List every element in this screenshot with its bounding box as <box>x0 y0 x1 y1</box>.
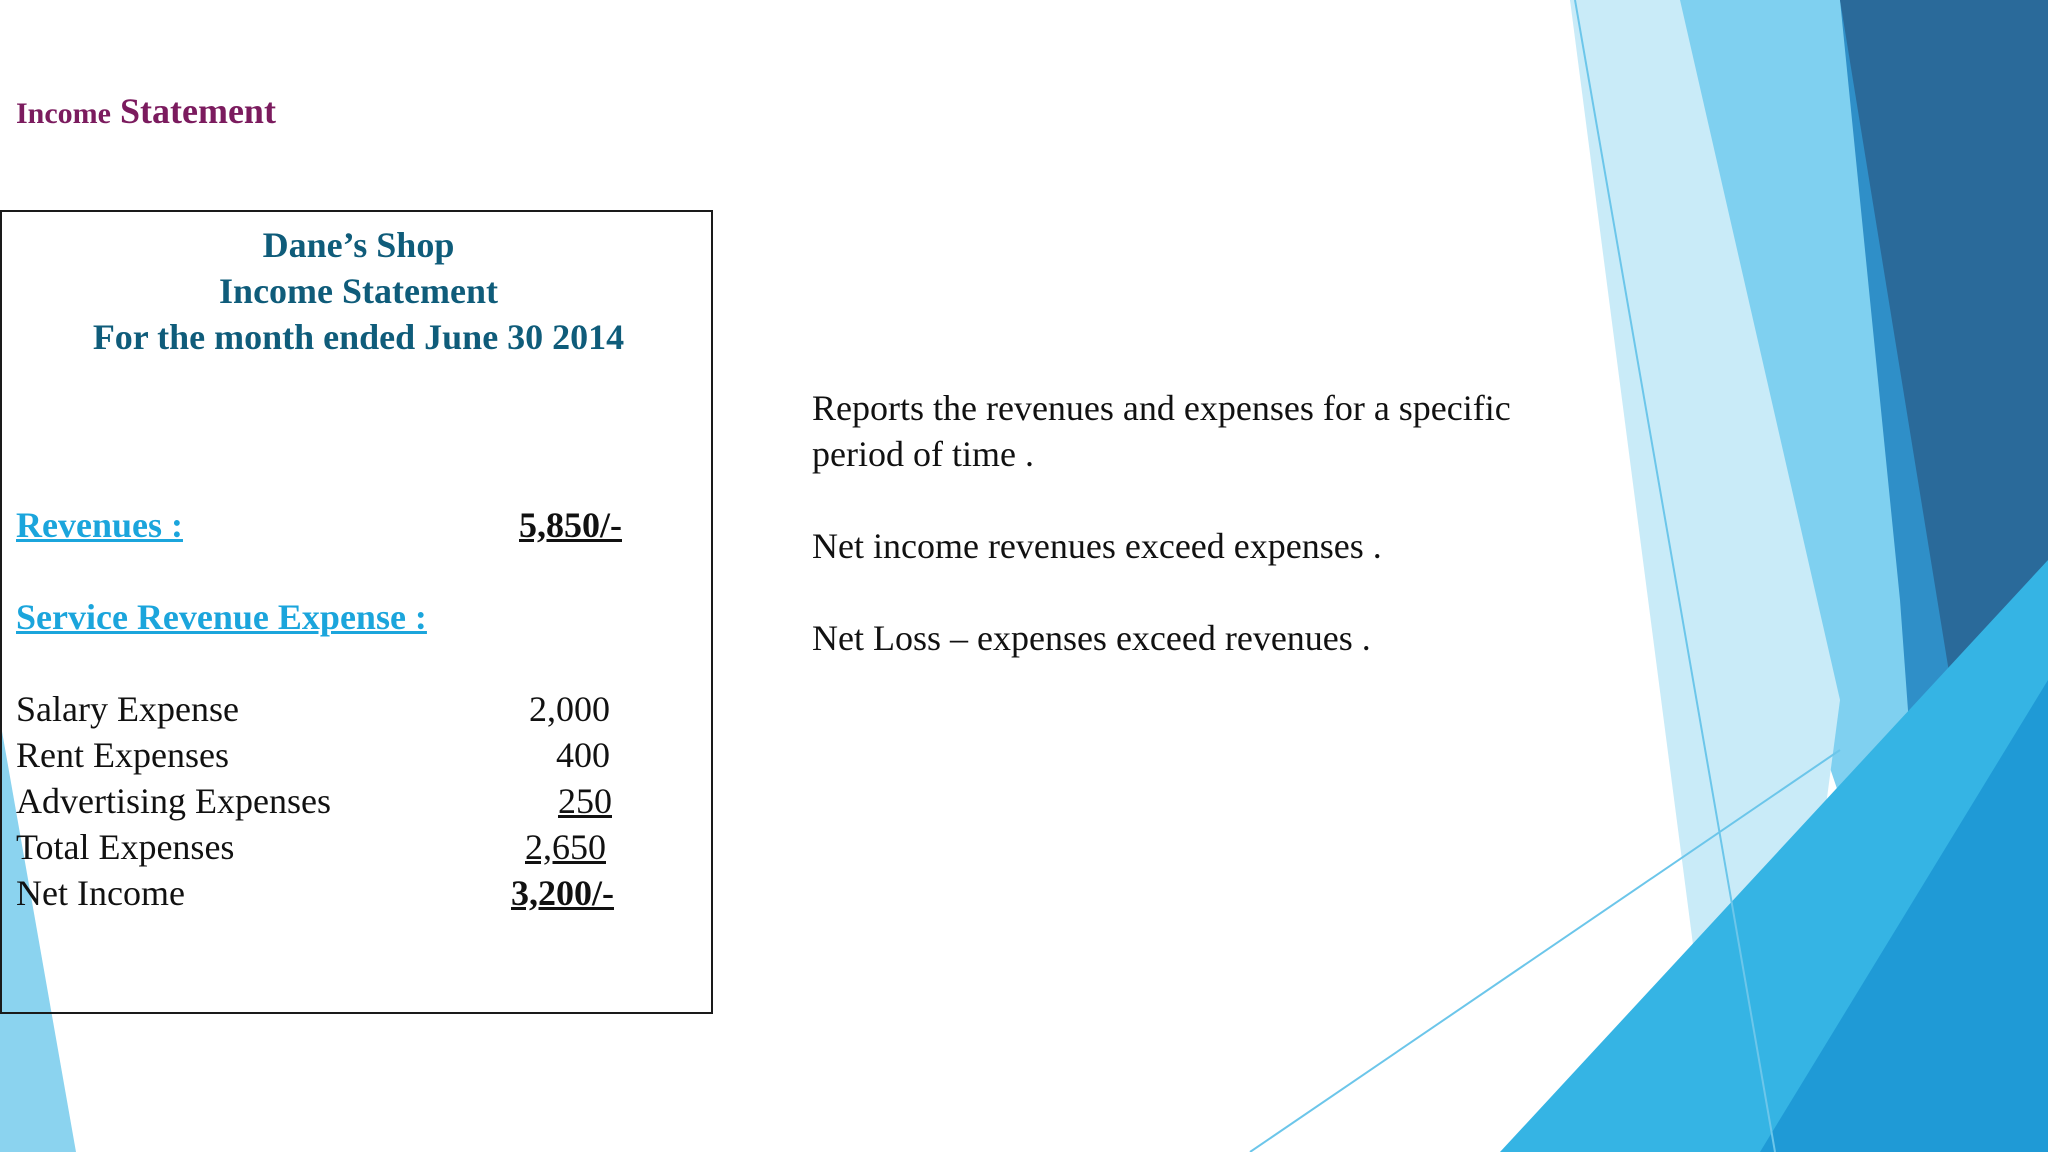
income-statement-box <box>0 210 713 1014</box>
table-row <box>16 824 656 870</box>
row-label: Advertising Expenses <box>16 781 331 821</box>
slide-title-part1: Income <box>16 97 111 130</box>
expense-section-row <box>16 594 656 640</box>
note-net-income: Net income revenues exceed expenses . <box>812 526 1382 566</box>
row-label: Net Income <box>16 873 185 913</box>
table-row <box>16 870 656 916</box>
row-value: 400 <box>556 735 610 775</box>
notes-panel <box>812 385 1592 707</box>
expense-section-label: Service Revenue Expense : <box>16 597 427 637</box>
row-value: 3,200/- <box>511 873 614 913</box>
revenues-label: Revenues : <box>16 505 183 545</box>
statement-period: For the month ended June 30 2014 <box>92 317 625 357</box>
revenues-row <box>16 502 656 548</box>
row-value: 2,650 <box>525 827 606 867</box>
row-label: Rent Expenses <box>16 735 229 775</box>
note-net-loss: Net Loss – expenses exceed revenues . <box>812 618 1371 658</box>
row-label: Salary Expense <box>16 689 239 729</box>
note-definition: Reports the revenues and expenses for a specific period of time . <box>812 388 1511 474</box>
slide-title-part2: Statement <box>119 91 276 131</box>
statement-name: Income Statement <box>219 271 498 311</box>
company-name: Dane’s Shop <box>262 225 455 265</box>
table-row <box>16 732 656 778</box>
row-value: 2,000 <box>529 689 610 729</box>
table-row <box>16 686 656 732</box>
table-row <box>16 778 656 824</box>
revenues-value: 5,850/- <box>519 505 622 545</box>
slide-title <box>16 90 276 132</box>
row-value: 250 <box>558 781 612 821</box>
row-label: Total Expenses <box>16 827 235 867</box>
statement-header <box>2 222 715 360</box>
